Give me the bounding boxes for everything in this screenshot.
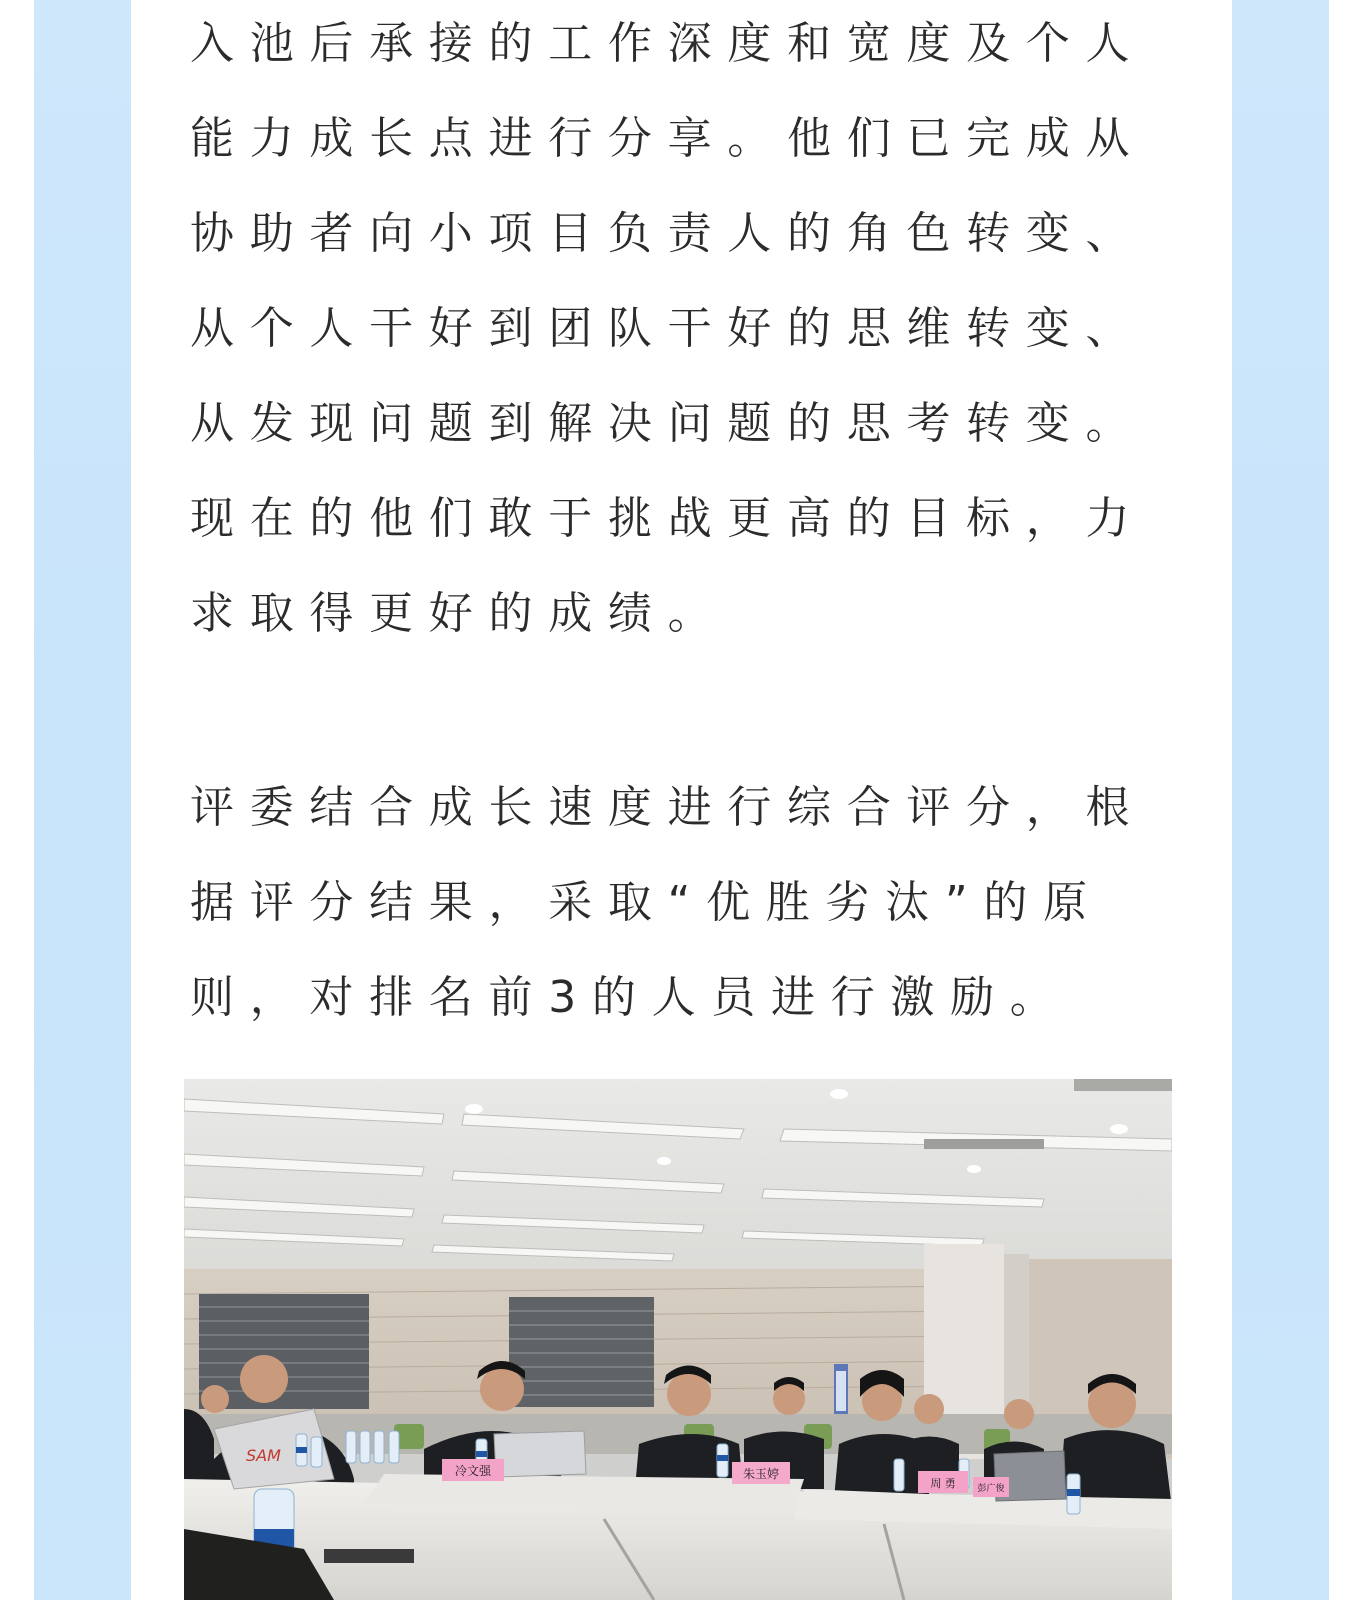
name-card: 彭广俊 <box>977 1484 1005 1494</box>
meeting-photo[interactable] <box>184 1079 1172 1600</box>
laptop-brand-label: SAM <box>246 1446 281 1465</box>
name-card: 冷文强 <box>454 1464 492 1478</box>
name-card: 朱玉婷 <box>742 1467 780 1481</box>
article-paragraph: 评委结合成长速度进行综合评分，根据评分结果，采取“优胜劣汰”的原则，对排名前3的人员进行激励。 <box>190 782 1146 1023</box>
name-card: 周 勇 <box>930 1477 956 1490</box>
article-paragraph: 入池后承接的工作深度和宽度及个人能力成长点进行分享。他们已完成从协助者向小项目负责人的角色转变、从个人干好到团队干好的思维转变、从发现问题到解决问题的思考转变。现在的他们敢于挑战更高的目标，力求取得更好的成绩。 <box>190 18 1146 639</box>
article-card <box>131 0 1232 1600</box>
